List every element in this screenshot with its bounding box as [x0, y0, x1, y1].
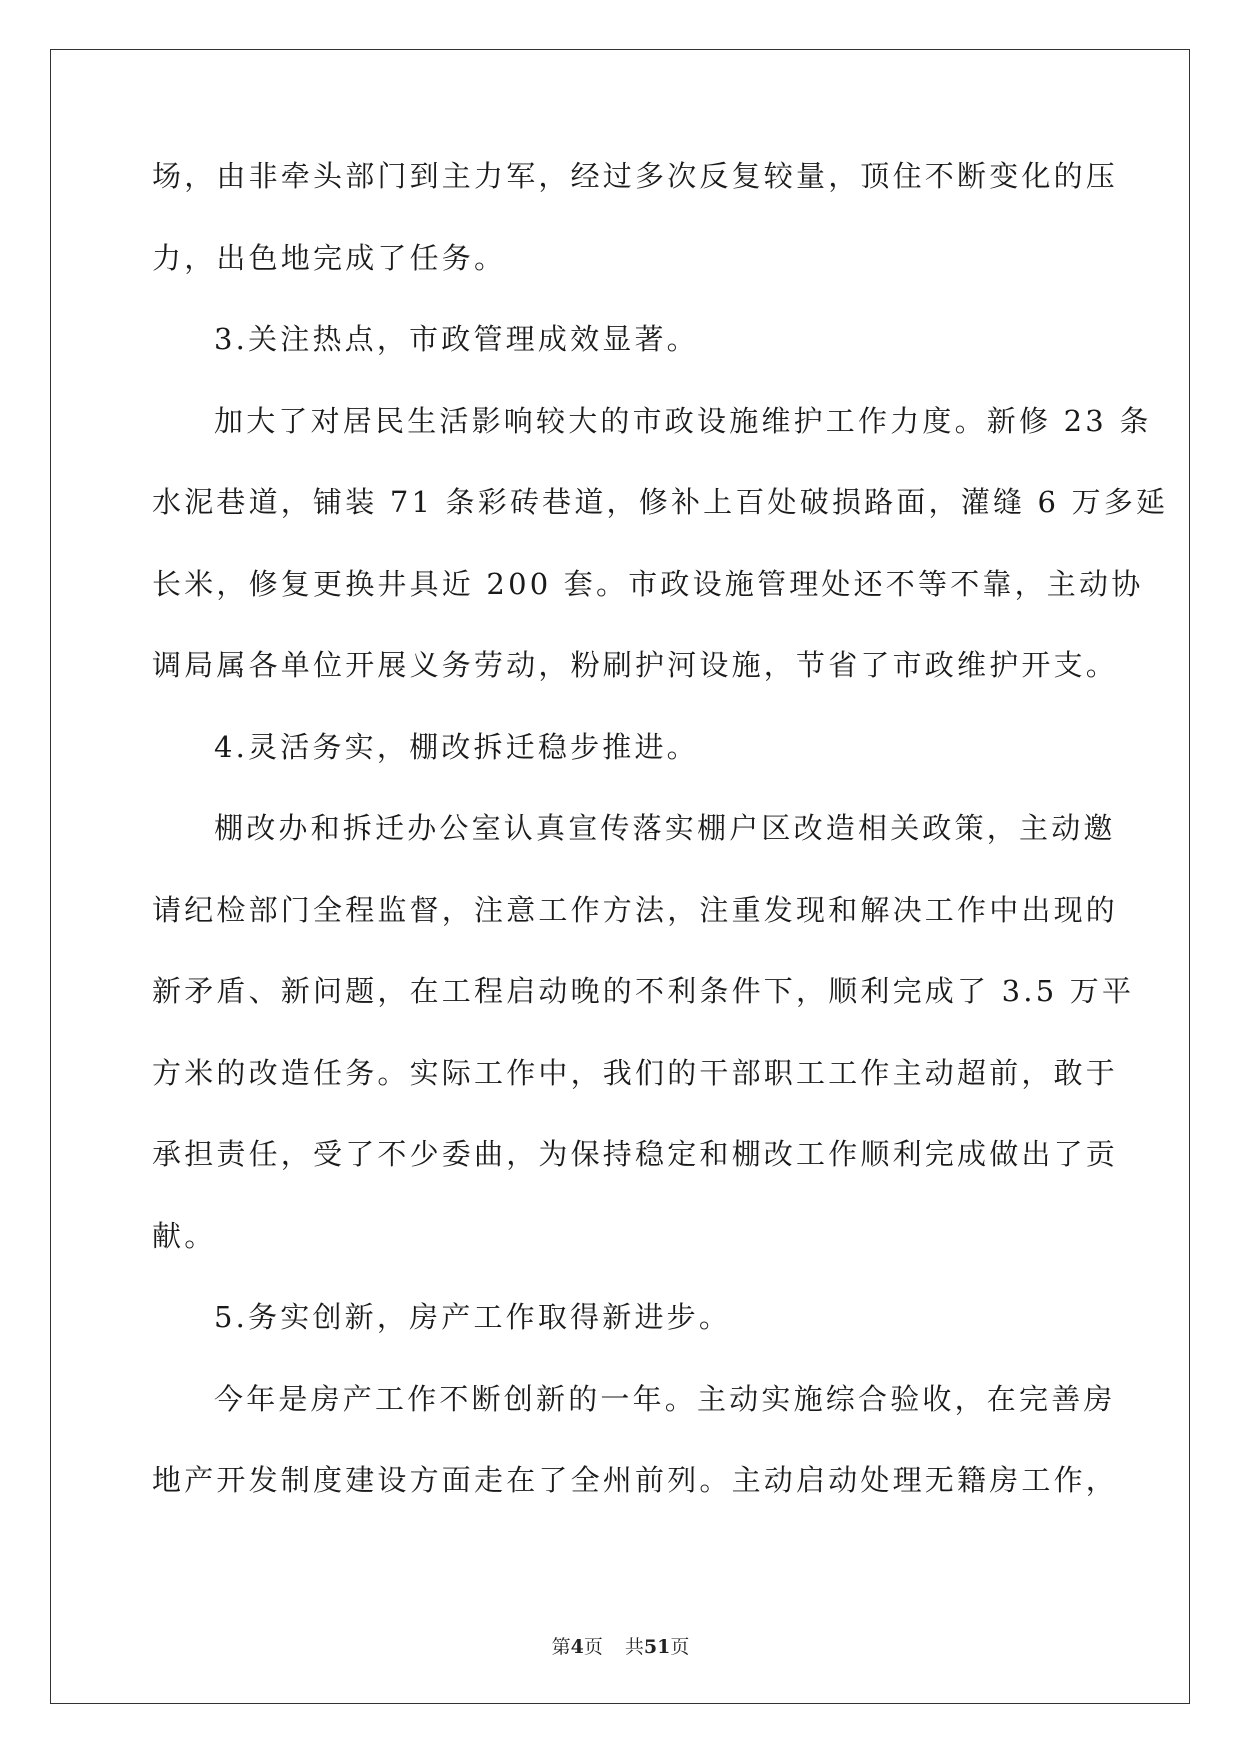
footer-page-suffix: 页 [583, 1636, 603, 1658]
text-line: 献。 [152, 1218, 217, 1253]
text-line: 长米，修复更换井具近 200 套。市政设施管理处还不等不靠，主动协 [152, 566, 1144, 601]
document-body [152, 159, 1169, 1548]
footer-total-suffix: 页 [670, 1636, 690, 1658]
current-page-number: 4 [570, 1636, 584, 1658]
text-line: 请纪检部门全程监督，注意工作方法，注重发现和解决工作中出现的 [152, 892, 1119, 927]
footer-prefix: 第 [551, 1636, 571, 1658]
text-line: 新矛盾、新问题，在工程启动晚的不利条件下，顺利完成了 3.5 万平 [152, 974, 1135, 1008]
section-heading: 5.务实创新，房产工作取得新进步。 [214, 1300, 732, 1334]
text-line: 今年是房产工作不断创新的一年。主动实施综合验收，在完善房 [214, 1381, 1116, 1416]
total-page-count: 51 [643, 1636, 671, 1658]
text-line: 场，由非牵头部门到主力军，经过多次反复较量，顶住不断变化的压 [152, 159, 1119, 193]
text-line: 承担责任，受了不少委曲，为保持稳定和棚改工作顺利完成做出了贡 [152, 1137, 1119, 1171]
text-line: 力，出色地完成了任务。 [152, 240, 507, 275]
text-line: 调局属各单位开展义务劳动，粉刷护河设施，节省了市政维护开支。 [152, 648, 1119, 682]
section-heading: 3.关注热点，市政管理成效显著。 [214, 322, 699, 356]
footer-total-prefix: 共 [624, 1636, 644, 1658]
page-footer [0, 1632, 1241, 1659]
section-heading: 4.灵活务实，棚改拆迁稳步推进。 [214, 729, 699, 764]
text-line: 方米的改造任务。实际工作中，我们的干部职工工作主动超前，敢于 [152, 1055, 1119, 1090]
text-line: 水泥巷道，铺装 71 条彩砖巷道，修补上百处破损路面，灌缝 6 万多延 [152, 485, 1169, 519]
text-line: 地产开发制度建设方面走在了全州前列。主动启动处理无籍房工作， [152, 1463, 1119, 1497]
text-line: 加大了对居民生活影响较大的市政设施维护工作力度。新修 23 条 [214, 403, 1152, 438]
text-line: 棚改办和拆迁办公室认真宣传落实棚户区改造相关政策，主动邀 [214, 811, 1116, 845]
